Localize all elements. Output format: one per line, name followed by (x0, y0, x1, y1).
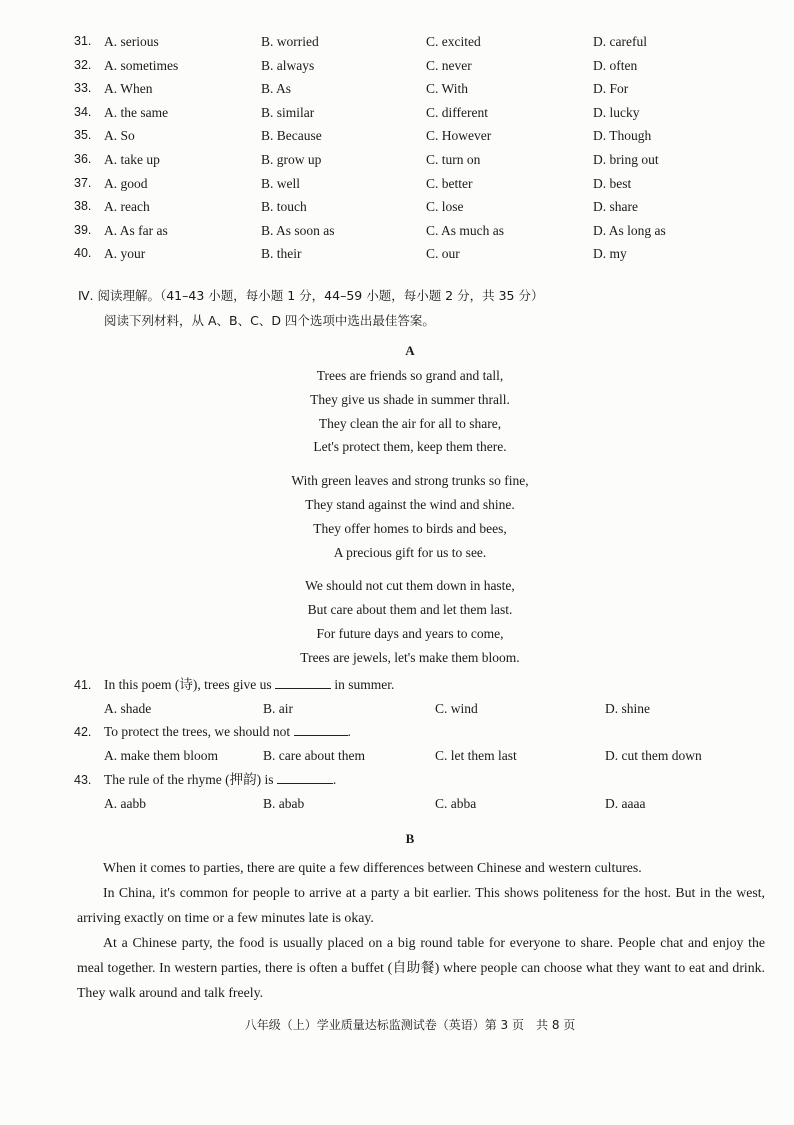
passage-a-title: A (405, 343, 415, 358)
question-43 (74, 768, 774, 816)
option-c: C. lose (426, 199, 464, 215)
poem (0, 364, 794, 670)
option-a: A. As far as (104, 222, 168, 238)
question-stem (74, 720, 774, 744)
answer-blank (275, 676, 331, 689)
question-number: 39. (74, 222, 92, 237)
option-b: B. always (261, 57, 315, 73)
option-a: A. your (104, 246, 146, 262)
option-d: D. often (593, 57, 638, 73)
option-a: A. the same (104, 104, 169, 120)
option-row (74, 219, 774, 243)
question-41 (74, 673, 774, 721)
option-row (74, 54, 774, 78)
question-text-after: . (347, 724, 351, 739)
option-b: B. touch (261, 199, 307, 215)
question-number: 35. (74, 128, 92, 143)
option-a: A. When (104, 81, 153, 97)
option-b: B. similar (261, 104, 315, 120)
question-number: 43. (74, 773, 92, 787)
option-b: B. Because (261, 128, 322, 144)
question-42 (74, 720, 774, 768)
option-c: C. our (426, 246, 460, 262)
question-text (104, 673, 394, 697)
poem-line: Trees are friends so grand and tall, (316, 368, 504, 383)
choice-d: D. cut them down (605, 748, 702, 763)
option-d: D. lucky (593, 104, 640, 120)
option-d: D. my (593, 246, 627, 262)
question-number: 36. (74, 151, 92, 166)
option-c: C. turn on (426, 151, 481, 167)
answer-choices (74, 697, 774, 721)
poem-line: We should not cut them down in haste, (305, 578, 515, 594)
poem-line: Trees are jewels, let's make them bloom. (300, 649, 520, 665)
poem-line: But care about them and let them last. (307, 602, 513, 618)
option-d: D. careful (593, 34, 647, 49)
option-c: C. never (426, 57, 472, 73)
option-a: A. take up (104, 151, 160, 167)
passage-paragraph: At a Chinese party, the food is usually placed on a big round table for everyone to share. People chat and enjoy the meal together. In western parties, there is often a buffet (自助餐) where people can choose what they want to eat and drink. They walk around and talk freely. (77, 935, 765, 1000)
option-a: A. So (104, 128, 135, 144)
option-row (74, 242, 774, 266)
option-b: B. their (261, 246, 302, 262)
option-row (74, 195, 774, 219)
option-a: A. reach (104, 199, 150, 215)
question-stem (74, 768, 774, 792)
poem-line: Let's protect them, keep them there. (313, 439, 507, 455)
answer-choices (74, 744, 774, 768)
question-number: 40. (74, 246, 92, 261)
question-number: 37. (74, 175, 92, 190)
passage-paragraph: In China, it's common for people to arrive at a party a bit earlier. This shows politeness for the host. But in the west, arriving exactly on time or a few minutes late is okay. (77, 885, 765, 925)
choice-d: D. aaaa (605, 796, 646, 811)
choice-a: A. shade (104, 701, 152, 716)
choice-c: C. wind (435, 701, 478, 716)
option-c: C. With (426, 81, 468, 97)
answer-choices (74, 792, 774, 816)
option-row (74, 124, 774, 148)
question-number: 32. (74, 57, 92, 72)
question-text (104, 720, 351, 744)
option-d: D. As long as (593, 222, 666, 238)
poem-stanza (0, 469, 794, 564)
option-d: D. bring out (593, 151, 659, 167)
question-text-after: . (332, 772, 337, 787)
answer-blank (294, 723, 348, 736)
question-text-before: To protect the trees, we should not (104, 724, 291, 739)
poem-line: They offer homes to birds and bees, (313, 520, 507, 536)
poem-line: For future days and years to come, (316, 625, 504, 641)
option-row (74, 172, 774, 196)
choice-c: C. let them last (435, 748, 517, 763)
poem-line: They give us shade in summer thrall. (310, 391, 510, 407)
option-d: D. Though (593, 128, 652, 144)
option-c: C. As much as (426, 222, 505, 238)
option-a: A. sometimes (104, 57, 179, 73)
passage-b-title: B (405, 831, 415, 846)
question-text-before: In this poem (诗), trees give us (104, 677, 272, 692)
poem-line: With green leaves and strong trunks so fine, (291, 473, 529, 489)
passage-paragraph: When it comes to parties, there are quite a few differences between Chinese and western cultures. (103, 860, 642, 875)
option-b: B. grow up (261, 151, 322, 167)
option-a: A. serious (104, 34, 159, 49)
question-number: 31. (74, 34, 92, 48)
passage-b (77, 855, 765, 1005)
option-c: C. better (426, 175, 473, 191)
choice-c: C. abba (435, 796, 477, 811)
cloze-options-grid (74, 30, 774, 266)
option-c: C. However (426, 128, 492, 144)
question-number: 38. (74, 199, 92, 214)
question-number: 42. (74, 725, 92, 739)
choice-b: B. care about them (263, 748, 365, 763)
option-c: C. different (426, 104, 488, 120)
poem-stanza (0, 364, 794, 459)
page-footer: 八年级（上）学业质量达标监测试卷（英语）第 3 页 共 8 页 (244, 1018, 576, 1032)
option-row (74, 148, 774, 172)
choice-d: D. shine (605, 701, 650, 716)
question-number: 41. (74, 678, 92, 692)
option-d: D. For (593, 81, 629, 97)
option-row (74, 101, 774, 125)
option-row (74, 77, 774, 101)
option-b: B. worried (261, 34, 319, 49)
poem-line: They clean the air for all to share, (318, 415, 502, 431)
question-stem (74, 673, 774, 697)
option-c: C. excited (426, 34, 481, 49)
question-text-after: in summer. (334, 677, 395, 692)
question-number: 34. (74, 104, 92, 119)
option-b: B. well (261, 175, 300, 191)
choice-b: B. abab (263, 796, 305, 811)
choice-a: A. make them bloom (104, 748, 218, 763)
poem-stanza (0, 574, 794, 669)
option-d: D. best (593, 175, 632, 191)
question-text-before: The rule of the rhyme (押韵) is (104, 772, 274, 787)
poem-line: They stand against the wind and shine. (305, 496, 515, 512)
question-text (104, 768, 336, 792)
choice-a: A. aabb (104, 796, 146, 811)
option-b: B. As (261, 81, 292, 97)
question-number: 33. (74, 81, 92, 96)
poem-line: A precious gift for us to see. (333, 544, 487, 560)
option-b: B. As soon as (261, 222, 335, 238)
section-instruction: 阅读下列材料，从 A、B、C、D 四个选项中选出最佳答案。 (104, 313, 435, 328)
choice-b: B. air (263, 701, 293, 716)
option-d: D. share (593, 199, 638, 215)
option-a: A. good (104, 175, 148, 191)
section-heading: Ⅳ. 阅读理解。（41–43 小题，每小题 1 分，44–59 小题，每小题 2 分，共 35 分） (78, 288, 544, 303)
option-row (74, 30, 774, 54)
answer-blank (277, 771, 333, 784)
